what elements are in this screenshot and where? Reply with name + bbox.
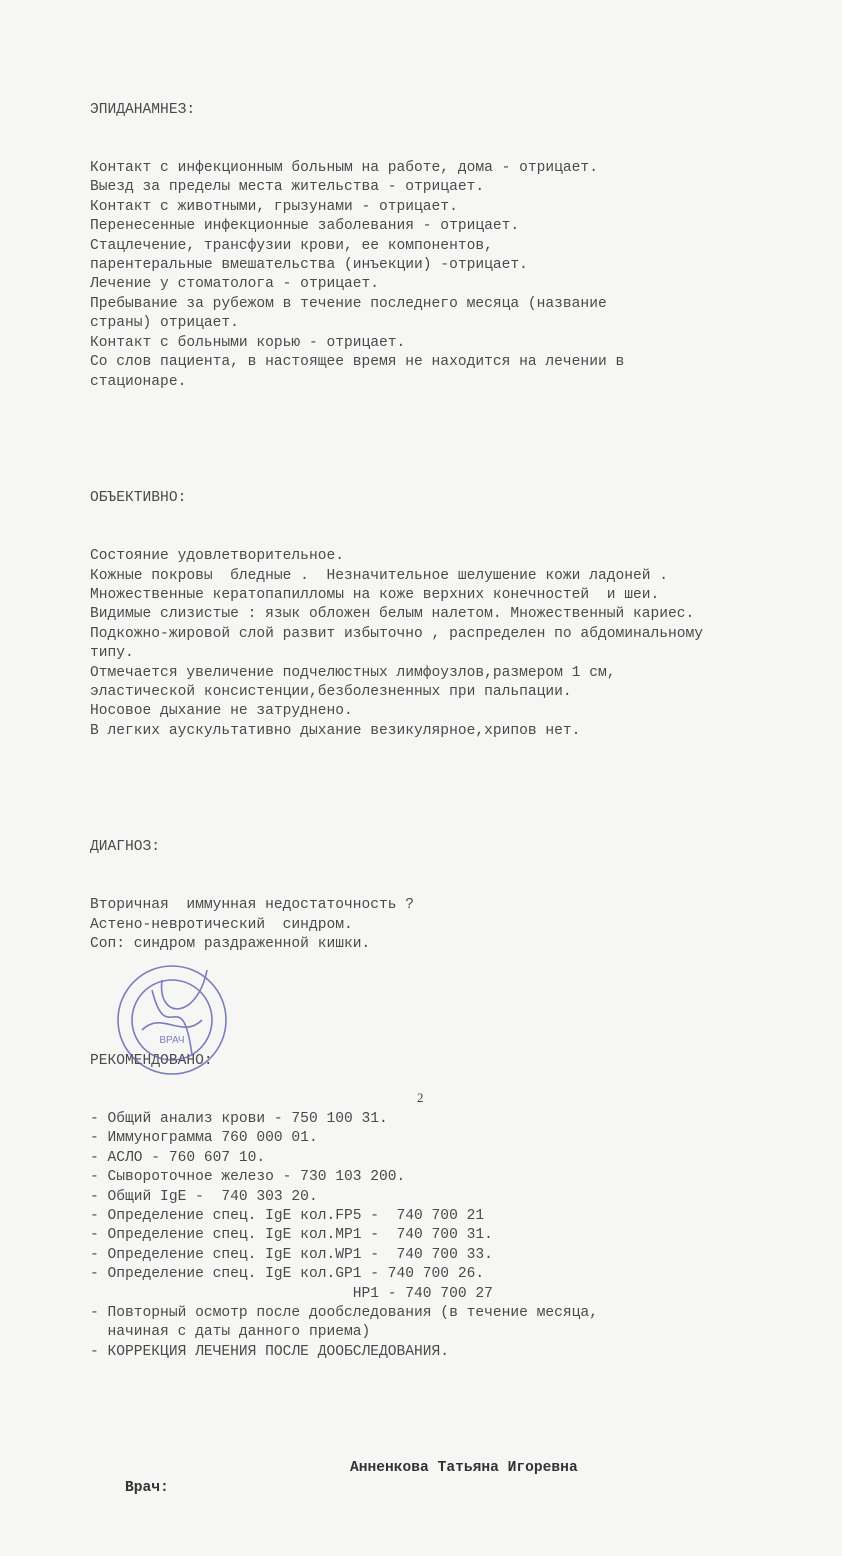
text-line: В легких аускультативно дыхание везикулярное,хрипов нет. — [90, 722, 581, 739]
text-line: начиная с даты данного приема) — [90, 1324, 371, 1341]
text-line: Лечение у стоматолога - отрицает. — [90, 276, 380, 293]
text-line: - Общий анализ крови - 750 100 31. — [90, 1110, 388, 1127]
text-line: Стацлечение, трансфузии крови, ее компонентов, — [90, 237, 493, 254]
text-line: - Иммунограмма 760 000 01. — [90, 1130, 318, 1147]
text-line: Контакт с животными, грызунами - отрицает. — [90, 198, 458, 215]
document-body — [90, 62, 790, 1556]
text-line: Кожные покровы бледные . Незначительное шелушение кожи ладоней . — [90, 567, 669, 584]
recommended-title: РЕКОМЕНДОВАНО: — [90, 1052, 213, 1069]
text-line: Вторичная иммунная недостаточность ? — [90, 897, 415, 914]
doctor-label: Врач: — [125, 1479, 169, 1496]
text-line: - Определение спец. IgE кол.MP1 - 740 700 31. — [90, 1227, 493, 1244]
signature-line — [90, 1459, 790, 1537]
text-line: - АСЛО - 760 607 10. — [90, 1149, 266, 1166]
text-line: - Общий IgE - 740 303 20. — [90, 1188, 318, 1205]
text-line: - Определение спец. IgE кол.WP1 - 740 700 33. — [90, 1246, 493, 1263]
text-line: Подкожно-жировой слой развит избыточно , распределен по абдоминальному — [90, 625, 704, 642]
objective-title: ОБЪЕКТИВНО: — [90, 489, 187, 506]
text-line: эластической консистенции,безболезненных при пальпации. — [90, 683, 572, 700]
text-line: стационаре. — [90, 373, 187, 390]
spacer — [90, 431, 790, 450]
diagnosis-lines — [90, 896, 790, 954]
doctor-name: Анненкова Татьяна Игоревна — [350, 1460, 578, 1477]
spacer — [90, 1401, 790, 1420]
svg-text:ВРАЧ: ВРАЧ — [159, 1035, 185, 1046]
text-line: Контакт с больными корью - отрицает. — [90, 334, 406, 351]
text-line: Отмечается увеличение подчелюстных лимфоузлов,размером 1 см, — [90, 664, 616, 681]
epid-lines — [90, 159, 790, 392]
text-line: - Определение спец. IgE кол.GP1 - 740 700 26. — [90, 1266, 485, 1283]
text-line: Пребывание за рубежом в течение последнего месяца (название — [90, 295, 607, 312]
doctor-stamp — [112, 960, 232, 1080]
text-line: Множественные кератопапилломы на коже верхних конечностей и шеи. — [90, 586, 660, 603]
diagnosis-title: ДИАГНОЗ: — [90, 839, 161, 856]
text-line: Видимые слизистые : язык обложен белым налетом. Множественный кариес. — [90, 606, 695, 623]
page-number: 2 — [417, 1090, 424, 1105]
text-line: парентеральные вмешательства (инъекции) -отрицает. — [90, 257, 528, 274]
text-line: Перенесенные инфекционные заболевания - отрицает. — [90, 218, 520, 235]
text-line: типу. — [90, 645, 134, 662]
text-line: Астено-невротический синдром. — [90, 916, 353, 933]
text-line: Состояние удовлетворительное. — [90, 548, 344, 565]
text-line: - Определение спец. IgE кол.FP5 - 740 700 21 — [90, 1207, 485, 1224]
text-line: HP1 - 740 700 27 — [90, 1285, 493, 1302]
text-line: Соп: синдром раздраженной кишки. — [90, 936, 371, 953]
text-line: - КОРРЕКЦИЯ ЛЕЧЕНИЯ ПОСЛЕ ДООБСЛЕДОВАНИЯ. — [90, 1343, 450, 1360]
text-line: Носовое дыхание не затруднено. — [90, 703, 353, 720]
epid-title: ЭПИДАНАМНЕЗ: — [90, 101, 196, 118]
spacer — [90, 780, 790, 799]
text-line: - Сывороточное железо - 730 103 200. — [90, 1169, 406, 1186]
text-line: страны) отрицает. — [90, 315, 239, 332]
text-line: Со слов пациента, в настоящее время не находится на лечении в — [90, 354, 625, 371]
text-line: Контакт с инфекционным больным на работе, дома - отрицает. — [90, 160, 598, 177]
text-line: Выезд за пределы места жительства - отрицает. — [90, 179, 485, 196]
recommended-lines — [90, 1110, 790, 1362]
objective-lines — [90, 547, 790, 741]
text-line: - Повторный осмотр после дообследования (в течение месяца, — [90, 1304, 598, 1321]
